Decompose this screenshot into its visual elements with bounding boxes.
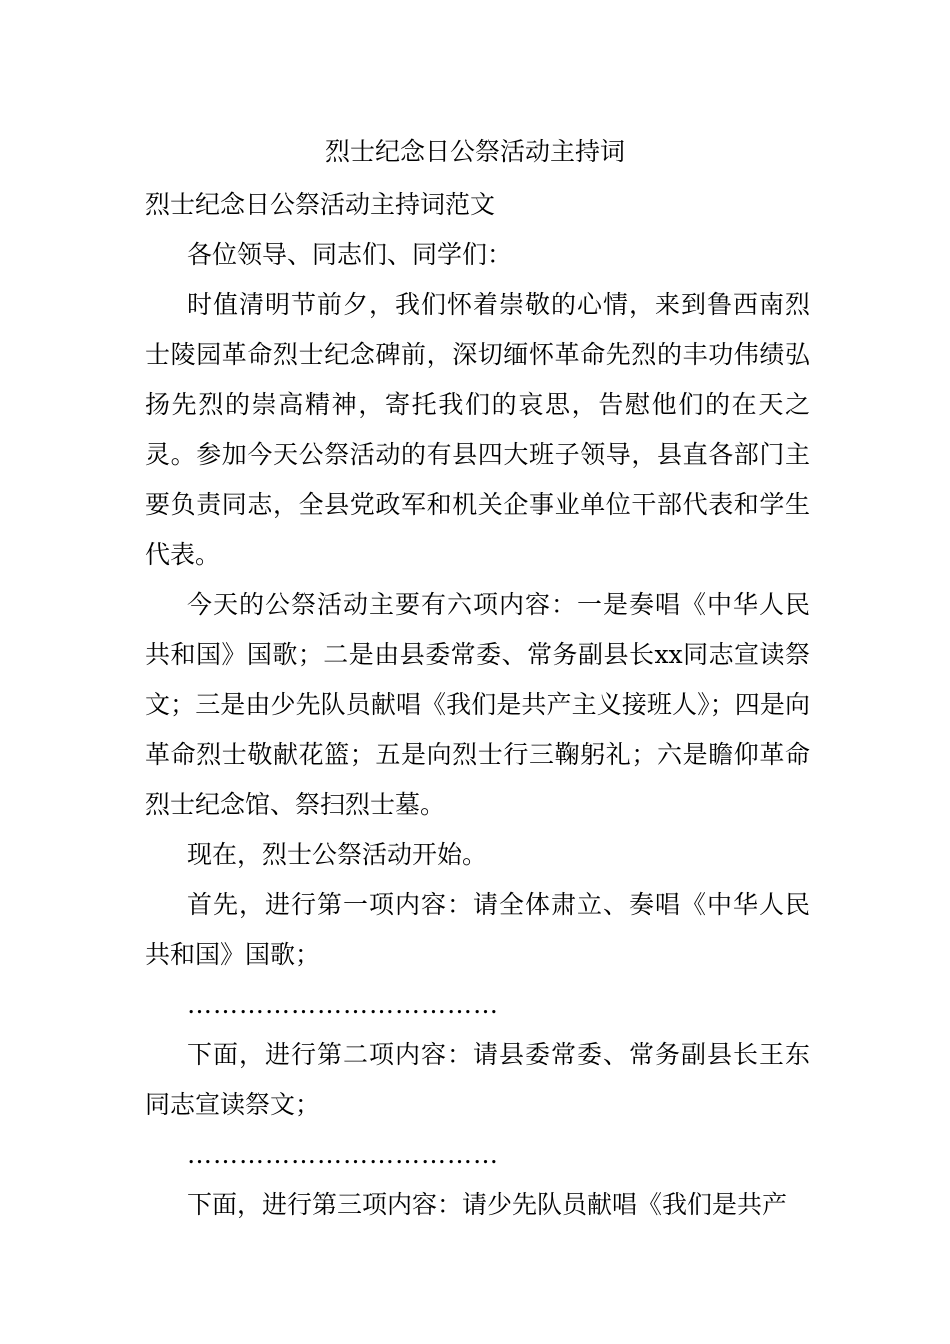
paragraph-greeting: 各位领导、同志们、同学们： (187, 240, 513, 269)
paragraph-item-one: 首先，进行第一项内容：请全体肃立、奏唱《中华人民共和国》国歌； (145, 890, 810, 969)
ellipsis-divider: ……………………………… (187, 990, 499, 1019)
document-body (145, 180, 810, 1230)
document-subtitle: 烈士纪念日公祭活动主持词范文 (145, 190, 496, 219)
paragraph-agenda: 今天的公祭活动主要有六项内容：一是奏唱《中华人民共和国》国歌；二是由县委常委、常务副县长xx同志宣读祭文；三是由少先队员献唱《我们是共产主义接班人》；四是向革命烈士敬献花篮；五是向烈士行三鞠躬礼；六是瞻仰革命烈士纪念馆、祭扫烈士墓。 (145, 590, 810, 819)
paragraph-item-three: 下面，进行第三项内容：请少先队员献唱《我们是共产 (187, 1190, 788, 1219)
paragraph-item-two: 下面，进行第二项内容：请县委常委、常务副县长王东同志宣读祭文； (145, 1040, 810, 1119)
ellipsis-divider: ……………………………… (187, 1140, 499, 1169)
paragraph-start: 现在，烈士公祭活动开始。 (187, 840, 488, 869)
paragraph-opening: 时值清明节前夕，我们怀着崇敬的心情，来到鲁西南烈士陵园革命烈士纪念碑前，深切缅怀革命先烈的丰功伟绩弘扬先烈的崇高精神，寄托我们的哀思，告慰他们的在天之灵。参加今天公祭活动的有县四大班子领导，县直各部门主要负责同志，全县党政军和机关企事业单位干部代表和学生代表。 (145, 290, 810, 569)
document-title: 烈士纪念日公祭活动主持词 (324, 137, 625, 166)
